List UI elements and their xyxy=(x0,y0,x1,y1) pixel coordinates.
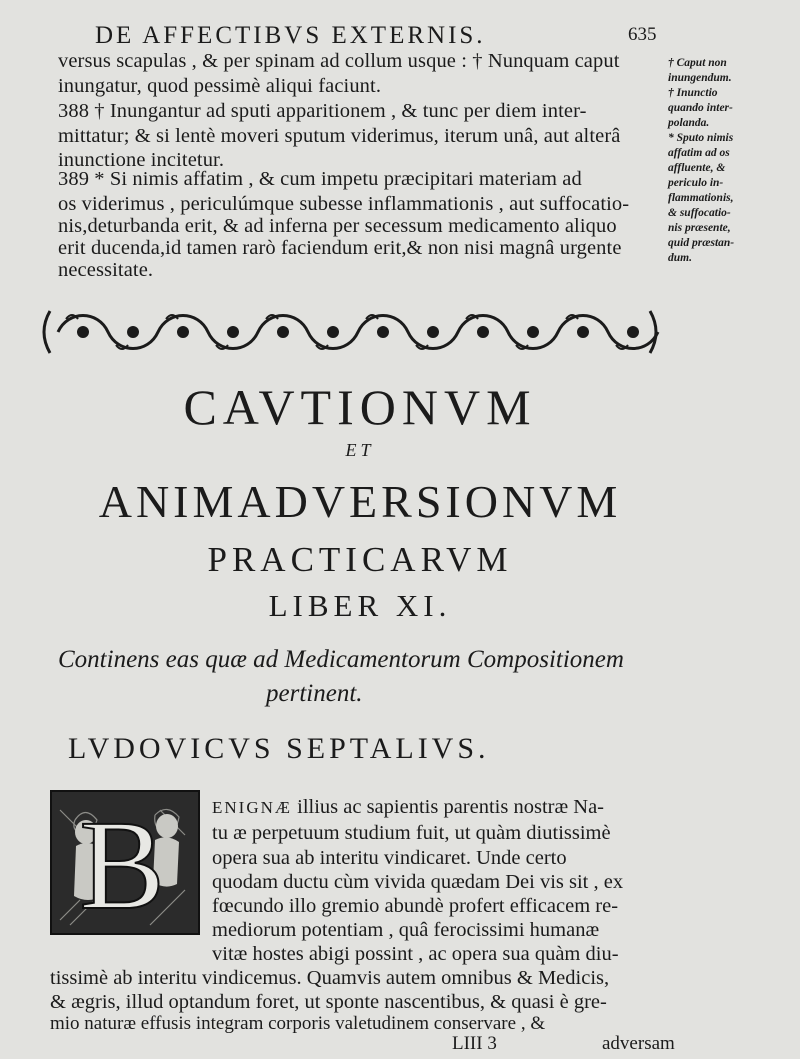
page-number: 635 xyxy=(628,24,657,45)
text-line: nis,deturbanda erit, & ad inferna per secessum medicamento aliquo xyxy=(58,215,617,237)
margin-note-line: nis præsente, xyxy=(668,222,731,234)
margin-note-line: periculo in- xyxy=(668,177,724,189)
text-line: tu æ perpetuum studium fuit, ut quàm diutissimè xyxy=(212,822,611,844)
text-line: tissimè ab interitu vindicemus. Quamvis autem omnibus & Medicis, xyxy=(50,967,610,989)
margin-note-line: flammationis, xyxy=(668,192,734,204)
margin-note-line: quid præstan- xyxy=(668,237,735,249)
signature-mark: LIII 3 xyxy=(452,1033,497,1054)
contents-line: Continens eas quæ ad Medicamentorum Compositionem xyxy=(58,646,624,673)
contents-line: pertinent. xyxy=(266,680,363,707)
margin-note-line: & suffocatio- xyxy=(668,207,731,219)
margin-note-line: affatim ad os xyxy=(668,147,730,159)
opening-word: ENIGNÆ xyxy=(212,798,292,817)
text-line: quodam ductu cùm vivida quædam Dei vis sit , ex xyxy=(212,871,624,893)
text-line: inungatur, quod pessimè aliqui faciunt. xyxy=(58,75,382,97)
title-conjunction: ET xyxy=(345,440,375,460)
margin-note-line: * Sputo nimis xyxy=(668,132,734,144)
text-line: & ægris, illud optandum foret, ut sponte nascentibus, & quasi è gre- xyxy=(50,991,607,1013)
book-title-line: ANIMADVERSIONVM xyxy=(98,476,622,527)
author-name: LVDOVICVS SEPTALIVS. xyxy=(68,732,490,765)
drop-cap xyxy=(50,790,200,935)
text-line: 388 † Inungantur ad sputi apparitionem , & tunc per diem inter- xyxy=(58,100,587,122)
text-line: vitæ hostes abigi possint , ac opera sua quàm diu- xyxy=(212,943,619,965)
woodcut-initial-icon xyxy=(50,790,200,935)
text-line: inunctione incitetur. xyxy=(58,149,225,171)
book-title: CAVTIONVM xyxy=(183,379,537,435)
text-line: necessitate. xyxy=(58,259,154,281)
running-header: DE AFFECTIBVS EXTERNIS. xyxy=(95,22,486,49)
margin-note-line: polanda. xyxy=(668,117,710,129)
text-line: opera sua ab interitu vindicaret. Unde certo xyxy=(212,847,567,869)
margin-note-line: inungendum. xyxy=(668,72,732,84)
text-line: erit ducenda,id tamen rarò faciendum erit,& non nisi magnâ urgente xyxy=(58,237,622,259)
book-title-line: PRACTICARVM xyxy=(207,540,513,579)
text-line: mediorum potentiam , quâ ferocissimi humanæ xyxy=(212,919,600,941)
catchword: adversam xyxy=(602,1033,675,1054)
text-line: mio naturæ effusis integram corporis valetudinem conservare , & xyxy=(50,1013,546,1034)
first-line xyxy=(212,796,604,819)
ornament-band xyxy=(36,307,664,357)
text-line: os viderimus , periculúmque subesse inflammationis , aut suffocatio- xyxy=(58,193,630,215)
drop-cap-letter: B xyxy=(79,794,165,935)
margin-note-line: quando inter- xyxy=(668,102,733,114)
text-line: mittatur; & si lentè moveri sputum viderimus, iterum unâ, aut alterâ xyxy=(58,125,621,147)
text-line: fœcundo illo gremio abundè profert efficacem re- xyxy=(212,895,619,917)
book-number: LIBER XI. xyxy=(268,588,452,623)
margin-note-line: † Inunctio xyxy=(668,87,718,99)
margin-notes xyxy=(668,56,796,266)
first-line-text: illius ac sapientis parentis nostræ Na- xyxy=(297,796,604,818)
margin-note-line: dum. xyxy=(668,252,692,264)
text-line: 389 * Si nimis affatim , & cum impetu præcipitari materiam ad xyxy=(58,168,582,190)
text-line: versus scapulas , & per spinam ad collum usque : † Nunquam caput xyxy=(58,50,620,72)
margin-note-line: † Caput non xyxy=(668,57,727,69)
margin-note-line: affluente, & xyxy=(668,162,726,174)
